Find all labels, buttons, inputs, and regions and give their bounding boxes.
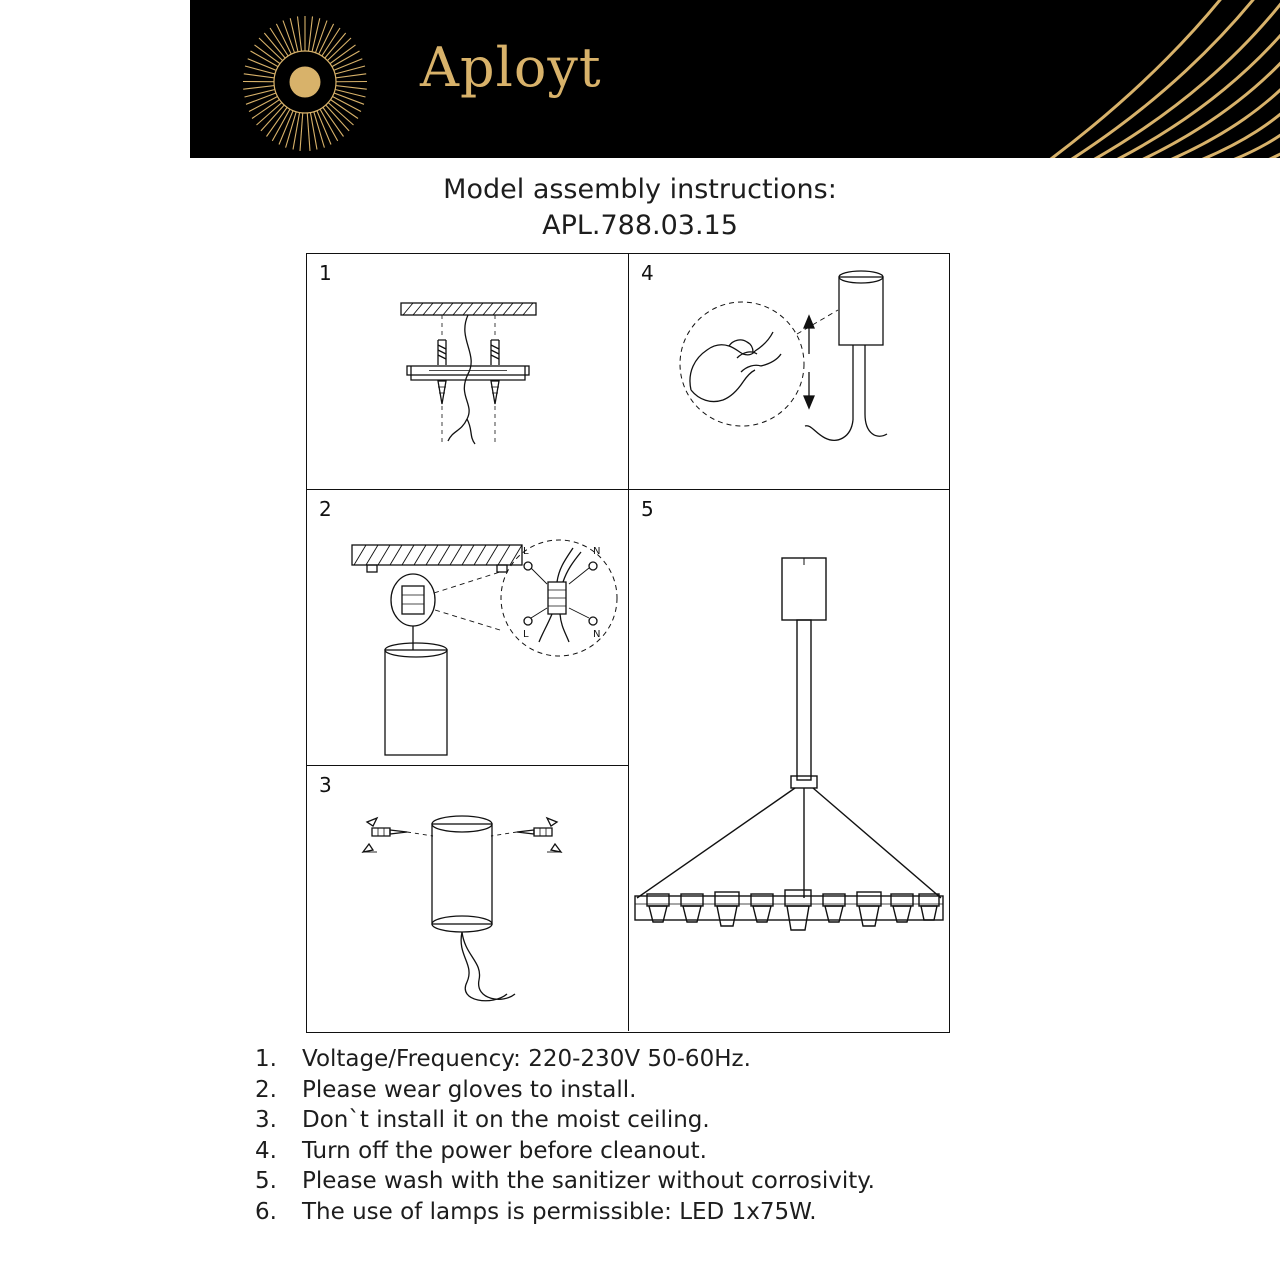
step-1-cell xyxy=(307,254,629,490)
safety-notes-list xyxy=(255,1044,1155,1227)
step-2-cell xyxy=(307,490,629,766)
wire-label-live-bottom: L xyxy=(523,629,529,640)
step-2-number: 2 xyxy=(319,497,332,521)
sunburst-logo-icon xyxy=(235,12,375,152)
note-text: Please wear gloves to install. xyxy=(302,1076,637,1103)
step-5-cell xyxy=(629,490,950,1031)
note-index: 3. xyxy=(255,1107,277,1133)
wiring-terminal-connection-diagram xyxy=(307,490,629,766)
step-3-cell xyxy=(307,766,629,1031)
note-text: Don`t install it on the moist ceiling. xyxy=(302,1107,710,1133)
brand-banner xyxy=(190,0,1280,158)
note-index: 2. xyxy=(255,1076,277,1103)
wire-label-live-top: L xyxy=(523,546,529,557)
assembled-pendant-lamp-diagram xyxy=(629,490,950,1031)
note-text: The use of lamps is permissible: LED 1x75W. xyxy=(302,1198,817,1225)
ray-fan-decoration-icon xyxy=(820,0,1280,158)
note-text: Voltage/Frequency: 220-230V 50-60Hz. xyxy=(302,1046,751,1072)
page-title xyxy=(0,172,1280,244)
ceiling-bracket-mounting-diagram xyxy=(307,254,629,490)
wire-label-neutral-bottom: N xyxy=(593,629,601,640)
note-item xyxy=(255,1166,1155,1197)
note-text: Turn off the power before cleanout. xyxy=(302,1137,707,1164)
note-item xyxy=(255,1136,1155,1167)
step-1-number: 1 xyxy=(319,261,332,285)
shade-screw-attachment-diagram xyxy=(307,766,629,1031)
note-item xyxy=(255,1044,1155,1075)
brand-name: Aployt xyxy=(420,36,602,99)
wire-label-neutral-top: N xyxy=(593,546,601,557)
step-4-cell xyxy=(629,254,950,490)
title-line-2: APL.788.03.15 xyxy=(542,210,738,241)
note-index: 6. xyxy=(255,1198,277,1225)
note-index: 1. xyxy=(255,1046,277,1072)
title-line-1: Model assembly instructions: xyxy=(443,174,837,205)
note-item xyxy=(255,1075,1155,1106)
step-5-number: 5 xyxy=(641,497,654,521)
assembly-steps-grid xyxy=(306,253,950,1033)
step-4-number: 4 xyxy=(641,261,654,285)
note-index: 5. xyxy=(255,1168,277,1194)
note-item xyxy=(255,1197,1155,1228)
step-3-number: 3 xyxy=(319,773,332,797)
note-item xyxy=(255,1105,1155,1136)
note-text: Please wash with the sanitizer without corrosivity. xyxy=(302,1168,875,1194)
cable-length-adjust-hand-diagram xyxy=(629,254,950,490)
note-index: 4. xyxy=(255,1137,277,1164)
